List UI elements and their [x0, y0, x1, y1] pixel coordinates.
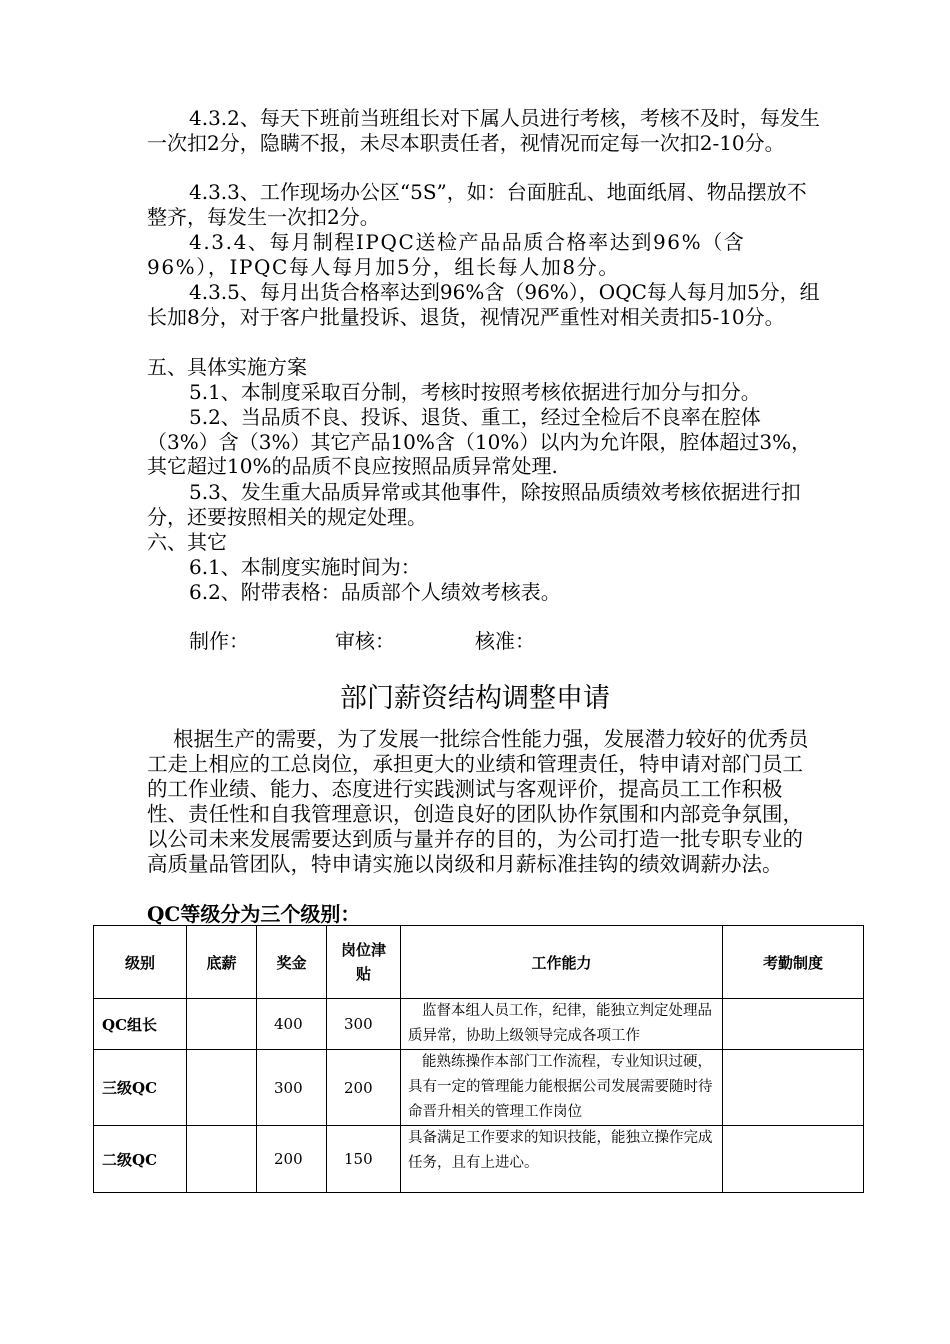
cell-work-ability: 具备满足工作要求的知识技能，能独立操作完成任务，且有上进心。: [401, 1126, 723, 1193]
header-level: 级别: [94, 926, 187, 999]
qc-levels-title: QC等级分为三个级别：: [147, 902, 361, 926]
cell-bonus: 400: [257, 999, 327, 1050]
cell-base-salary: [187, 999, 257, 1050]
paragraph-4-3-3: 4.3.3、工作现场办公区“5S”，如：台面脏乱、地面纸屑、物品摆放不整齐，每发生一次扣2分。: [147, 180, 807, 229]
cell-attendance: [723, 1050, 864, 1126]
paragraph-6-2: 6.2、附带表格：品质部个人绩效考核表。: [189, 580, 561, 604]
paragraph-5-1: 5.1、本制度采取百分制，考核时按照考核依据进行加分与扣分。: [189, 380, 761, 404]
cell-attendance: [723, 999, 864, 1050]
cell-attendance: [723, 1126, 864, 1193]
cell-bonus: 300: [257, 1050, 327, 1126]
header-bonus: 奖金: [257, 926, 327, 999]
paragraph-5-2: 5.2、当品质不良、投诉、退货、重工，经过全检后不良率在腔体（3%）含（3%）其它产品10%含（10%）以内为允许限，腔体超过3%，其它超过10%的品质不良应按照品质异常处理.: [147, 405, 812, 478]
header-attendance: 考勤制度: [723, 926, 864, 999]
paragraph-4-3-2: 4.3.2、每天下班前当班组长对下属人员进行考核，考核不及时，每发生一次扣2分，隐瞒不报，未尽本职责任者，视情况而定每一次扣2-10分。: [147, 106, 820, 155]
cell-level: 三级QC: [94, 1050, 187, 1126]
cell-allowance: 200: [327, 1050, 401, 1126]
header-allowance: 岗位津贴: [327, 926, 401, 999]
cell-allowance: 150: [327, 1126, 401, 1193]
paragraph-4-3-4: 4.3.4、每月制程IPQC送检产品品质合格率达到96%（含96%），IPQC每人每月加5分，组长每人加8分。: [147, 230, 746, 279]
signature-reviewed-by: 审核：: [335, 629, 395, 653]
application-body: 根据生产的需要，为了发展一批综合性能力强，发展潜力较好的优秀员工走上相应的工总岗位，承担更大的业绩和管理责任，特申请对部门员工的工作业绩、能力、态度进行实践测试与客观评价，提高员工工作积极性、责任性和自我管理意识，创造良好的团队协作氛围和内部竞争氛围，以公司未来发展需要达到质与量并存的目的，为公司打造一批专职专业的高质量品管团队，特申请实施以岗级和月薪标准挂钩的绩效调薪办法。: [147, 727, 809, 877]
table-row: [94, 999, 864, 1050]
paragraph-6-1: 6.1、本制度实施时间为：: [189, 555, 421, 579]
cell-level: QC组长: [94, 999, 187, 1050]
section-heading-6: 六、其它: [147, 530, 227, 554]
cell-bonus: 200: [257, 1126, 327, 1193]
cell-allowance: 300: [327, 999, 401, 1050]
cell-work-ability: 能熟练操作本部门工作流程，专业知识过硬，具有一定的管理能力能根据公司发展需要随时待命晋升相关的管理工作岗位: [401, 1050, 723, 1126]
cell-base-salary: [187, 1050, 257, 1126]
header-base-salary: 底薪: [187, 926, 257, 999]
header-work-ability: 工作能力: [401, 926, 723, 999]
cell-base-salary: [187, 1126, 257, 1193]
paragraph-4-3-5: 4.3.5、每月出货合格率达到96%含（96%），OQC每人每月加5分，组长加8分，对于客户批量投诉、退货，视情况严重性对相关责扣5-10分。: [147, 280, 820, 329]
cell-work-ability: 监督本组人员工作，纪律，能独立判定处理品质异常，协助上级领导完成各项工作: [401, 999, 723, 1050]
cell-level: 二级QC: [94, 1126, 187, 1193]
application-title: 部门薪资结构调整申请: [340, 683, 610, 714]
table-header-row: [94, 926, 864, 999]
section-heading-5: 五、具体实施方案: [147, 355, 307, 379]
signature-approved-by: 核准：: [475, 629, 535, 653]
signature-made-by: 制作：: [189, 629, 249, 653]
table-row: [94, 1126, 864, 1193]
qc-level-table: [93, 925, 864, 1193]
table-row: [94, 1050, 864, 1126]
paragraph-5-3: 5.3、发生重大品质异常或其他事件，除按照品质绩效考核依据进行扣分，还要按照相关的规定处理。: [147, 480, 801, 529]
